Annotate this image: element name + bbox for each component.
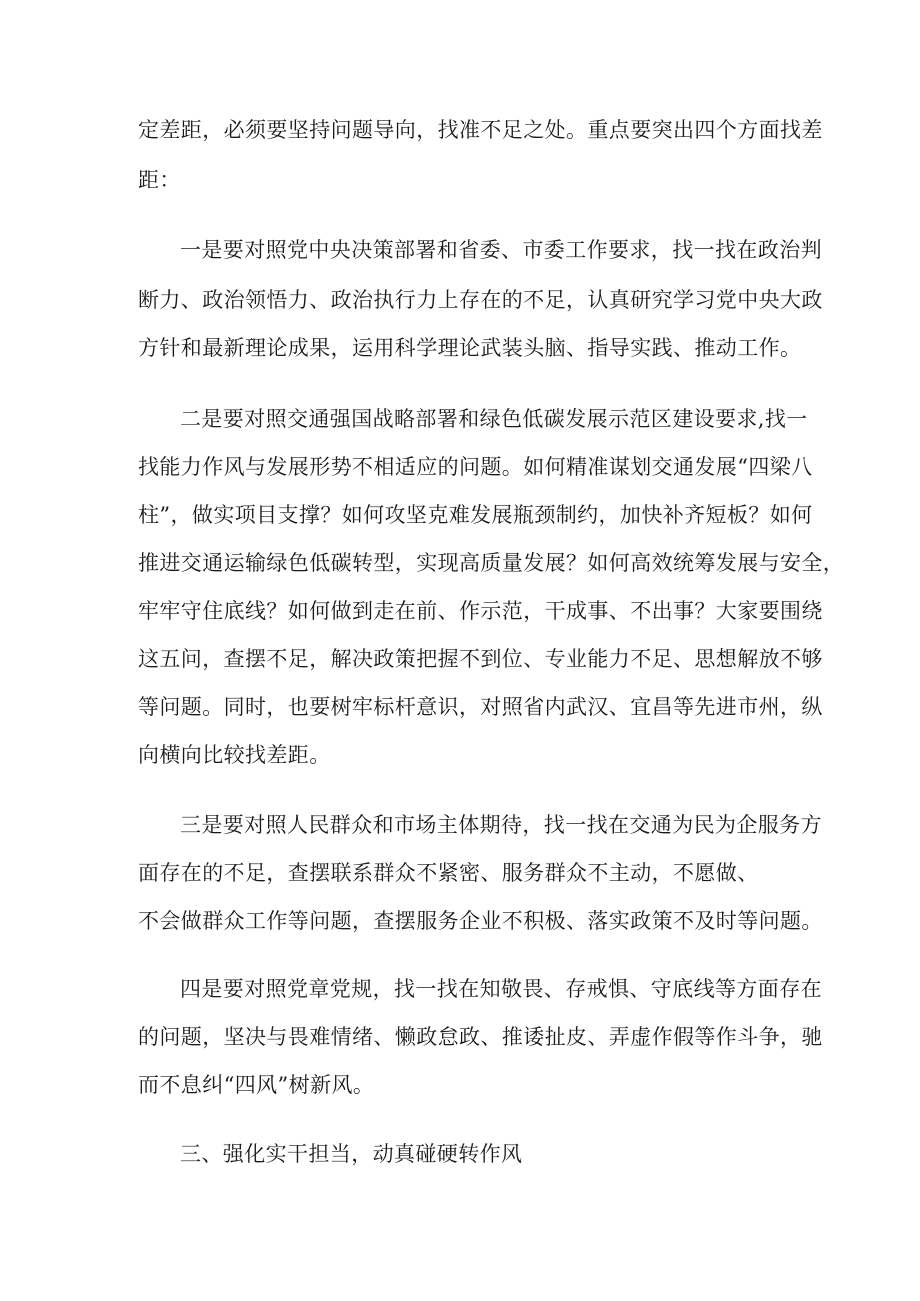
text-line: 等问题。同时，也要树牢标杆意识，对照省内武汉、宜昌等先进市州，纵 — [138, 695, 823, 719]
text-line: 的问题，坚决与畏难情绪、懒政怠政、推诿扯皮、弄虚作假等作斗争，驰 — [138, 1025, 823, 1049]
section-heading: 三、强化实干担当，动真碰硬转作风 — [180, 1142, 523, 1166]
text-line: 这五问，查摆不足，解决政策把握不到位、专业能力不足、思想解放不够 — [138, 647, 823, 671]
paragraph-4-first-line: 四是要对照党章党规，找一找在知敬畏、存戒惧、守底线等方面存在 — [180, 977, 822, 1001]
text-line: 而不息纠“四风”树新风。 — [138, 1073, 375, 1097]
text-line: 向横向比较找差距。 — [138, 743, 331, 767]
text-line: 推进交通运输绿色低碳转型，实现高质量发展？如何高效统筹发展与安全， — [138, 551, 845, 575]
text-line: 不会做群众工作等问题，查摆服务企业不积极、落实政策不及时等问题。 — [138, 909, 823, 933]
text-line: 面存在的不足，查摆联系群众不紧密、服务群众不主动，不愿做、 — [138, 861, 759, 885]
text-line: 牢牢守住底线？如何做到走在前、作示范，干成事、不出事？大家要围绕 — [138, 599, 823, 623]
text-line: 找能力作风与发展形势不相适应的问题。如何精准谋划交通发展“四梁八 — [138, 455, 813, 479]
paragraph-1-first-line: 一是要对照党中央决策部署和省委、市委工作要求，找一找在政治判 — [180, 238, 822, 262]
text-line: 断力、政治领悟力、政治执行力上存在的不足，认真研究学习党中央大政 — [138, 288, 823, 312]
text-line: 距： — [138, 168, 181, 192]
text-line: 定差距，必须要坚持问题导向，找准不足之处。重点要突出四个方面找差 — [138, 118, 823, 142]
text-line: 柱”，做实项目支撑？如何攻坚克难发展瓶颈制约，加快补齐短板？如何 — [138, 503, 813, 527]
paragraph-3-first-line: 三是要对照人民群众和市场主体期待，找一找在交通为民为企服务方 — [180, 813, 822, 837]
paragraph-2-first-line: 二是要对照交通强国战略部署和绿色低碳发展示范区建设要求,找一 — [180, 407, 808, 431]
text-line: 方针和最新理论成果，运用科学理论武装头脑、指导实践、推动工作。 — [138, 336, 802, 360]
